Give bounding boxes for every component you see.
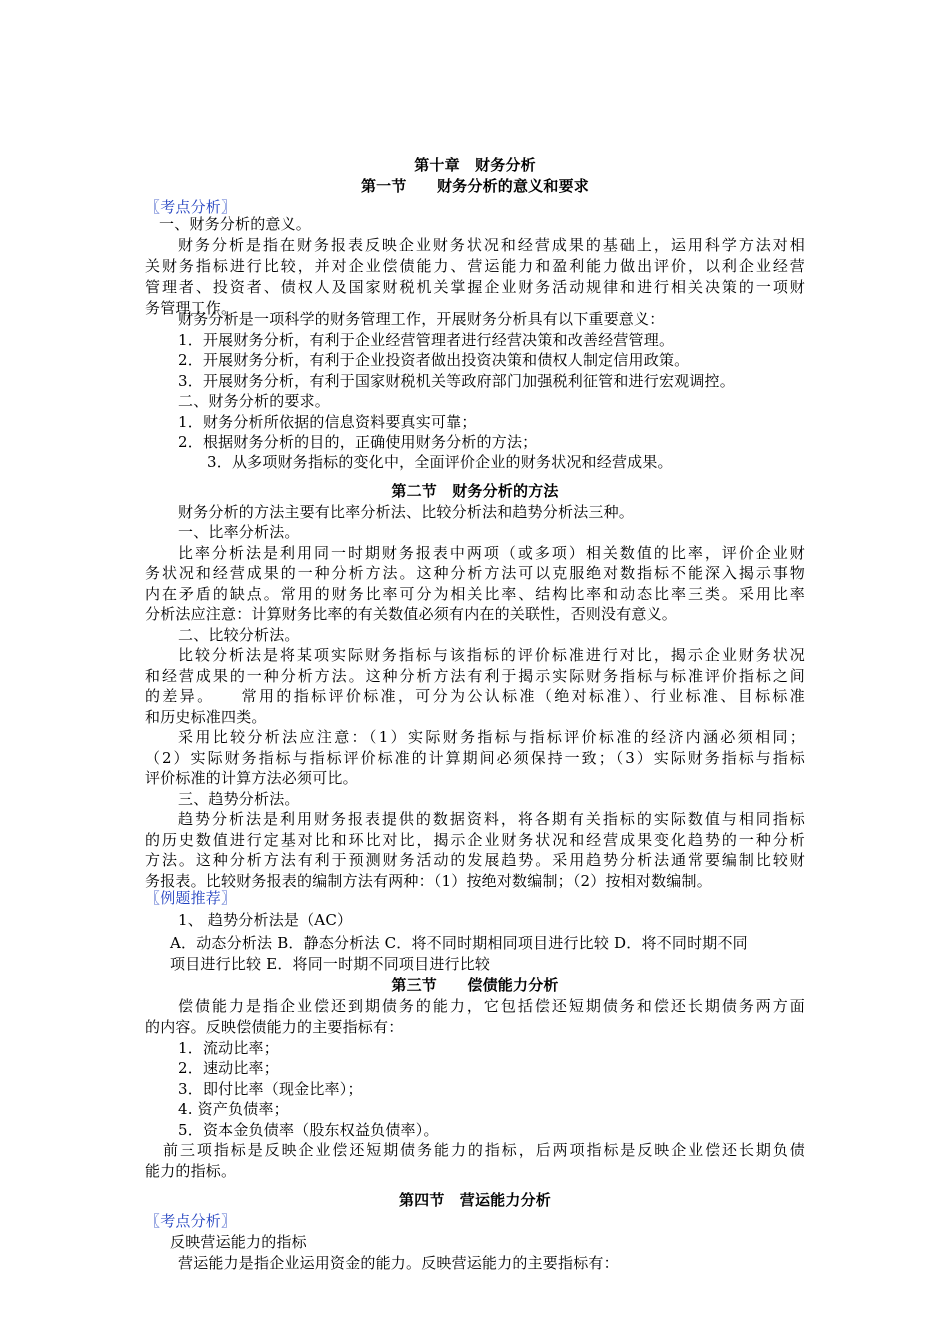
question: 1、 趋势分析法是（AC） <box>178 911 353 929</box>
paragraph-line: 和历史标准四类。 <box>145 708 267 726</box>
list-item: 1．财务分析所依据的信息资料要真实可靠； <box>178 413 477 431</box>
paragraph-line: 管理者、投资者、债权人及国家财税机关掌握企业财务活动规律和进行相关决策的一项财 <box>145 278 805 296</box>
section-1-title: 第一节 财务分析的意义和要求 <box>360 177 589 195</box>
paragraph-line: 偿债能力是指企业偿还到期债务的能力，它包括偿还短期债务和偿还长期债务两方面 <box>178 997 805 1015</box>
paragraph-line: 的内容。反映偿债能力的主要指标有： <box>145 1018 404 1036</box>
paragraph-line: 趋势分析法是利用财务报表提供的数据资料，将各期有关指标的实际数值与相同指标 <box>178 810 805 828</box>
paragraph-line: 比较分析法是将某项实际财务指标与该指标的评价标准进行对比，揭示企业财务状况 <box>178 646 805 664</box>
paragraph-line: 务状况和经营成果的一种分析方法。这种分析方法可以克服绝对数指标不能深入揭示事物 <box>145 564 805 582</box>
paragraph-line: 比率分析法是利用同一时期财务报表中两项（或多项）相关数值的比率，评价企业财 <box>178 544 805 562</box>
list-item: 3．即付比率（现金比率）； <box>178 1080 363 1098</box>
example-tag: 〖例题推荐〗 <box>145 889 237 907</box>
paragraph-line: 评价标准的计算方法必须可比。 <box>145 769 358 787</box>
section-2-title: 第二节 财务分析的方法 <box>391 482 559 500</box>
list-item: 3．开展财务分析，有利于国家财税机关等政府部门加强税利征管和进行宏观调控。 <box>178 372 735 390</box>
list-item: 1．开展财务分析，有利于企业经营管理者进行经营决策和改善经营管理。 <box>178 331 675 349</box>
chapter-title: 第十章 财务分析 <box>414 156 536 174</box>
paragraph-line: 财务分析是一项科学的财务管理工作，开展财务分析具有以下重要意义： <box>178 310 665 328</box>
list-item: 2．速动比率； <box>178 1059 279 1077</box>
paragraph-line: 的历史数值进行定基对比和环比对比，揭示企业财务状况和经营成果变化趋势的一种分析 <box>145 831 805 849</box>
paragraph-line: 方法。这种分析方法有利于预测财务活动的发展趋势。采用趋势分析法通常要编制比较财 <box>145 851 805 869</box>
paragraph-line: 财务分析的方法主要有比率分析法、比较分析法和趋势分析法三种。 <box>178 503 635 521</box>
paragraph-line: 财务分析是指在财务报表反映企业财务状况和经营成果的基础上，运用科学方法对相 <box>178 236 805 254</box>
paragraph-line: 采用比较分析法应注意：（1）实际财务指标与指标评价标准的经济内涵必须相同； <box>178 728 805 746</box>
paragraph-line: 的差异。 常用的指标评价标准，可分为公认标准（绝对标准）、行业标准、目标标准 <box>145 687 805 705</box>
paragraph-line: 务管理工作。 <box>145 299 237 317</box>
list-item: 4. 资产负债率； <box>178 1100 289 1118</box>
list-item: 2．根据财务分析的目的，正确使用财务分析的方法； <box>178 433 538 451</box>
section-3-title: 第三节 偿债能力分析 <box>391 976 559 994</box>
list-item: 5．资本金负债率（股东权益负债率）。 <box>178 1121 439 1139</box>
paragraph-line: 营运能力是指企业运用资金的能力。反映营运能力的主要指标有： <box>178 1254 619 1272</box>
list-item: 3．从多项财务指标的变化中，全面评价企业的财务状况和经营成果。 <box>207 453 673 471</box>
answer-options: A．动态分析法 B．静态分析法 C．将不同时期相同项目进行比较 D．将不同时期不同 <box>170 934 748 952</box>
paragraph-line: 前三项指标是反映企业偿还短期债务能力的指标，后两项指标是反映企业偿还长期负债 <box>163 1141 805 1159</box>
heading-meaning: 一、财务分析的意义。 <box>159 215 312 233</box>
paragraph-line: 分析法应注意：计算财务比率的有关数值必须有内在的关联性，否则没有意义。 <box>145 605 678 623</box>
list-item: 2．开展财务分析，有利于企业投资者做出投资决策和债权人制定信用政策。 <box>178 351 690 369</box>
paragraph-line: 能力的指标。 <box>145 1162 237 1180</box>
paragraph-line: 务报表。比较财务报表的编制方法有两种：（1）按绝对数编制；（2）按相对数编制。 <box>145 872 712 890</box>
section-4-title: 第四节 营运能力分析 <box>398 1191 551 1209</box>
exam-point-tag: 〖考点分析〗 <box>145 198 237 216</box>
heading-trend-analysis: 三、趋势分析法。 <box>178 790 300 808</box>
exam-point-tag: 〖考点分析〗 <box>145 1212 237 1230</box>
heading-operating-ability: 反映营运能力的指标 <box>170 1233 307 1251</box>
heading-requirements: 二、财务分析的要求。 <box>178 392 331 410</box>
paragraph-line: 内在矛盾的缺点。常用的财务比率可分为相关比率、结构比率和动态比率三类。采用比率 <box>145 585 805 603</box>
heading-ratio-analysis: 一、比率分析法。 <box>178 523 300 541</box>
list-item: 1．流动比率； <box>178 1039 279 1057</box>
paragraph-line: （2）实际财务指标与指标评价标准的计算期间必须保持一致；（3）实际财务指标与指标 <box>145 749 805 767</box>
paragraph-line: 关财务指标进行比较，并对企业偿债能力、营运能力和盈利能力做出评价，以利企业经营 <box>145 257 805 275</box>
heading-comparison-analysis: 二、比较分析法。 <box>178 626 300 644</box>
answer-options: 项目进行比较 E．将同一时期不同项目进行比较 <box>170 955 491 973</box>
paragraph-line: 和经营成果的一种分析方法。这种分析方法有利于揭示实际财务指标与标准评价指标之间 <box>145 667 805 685</box>
